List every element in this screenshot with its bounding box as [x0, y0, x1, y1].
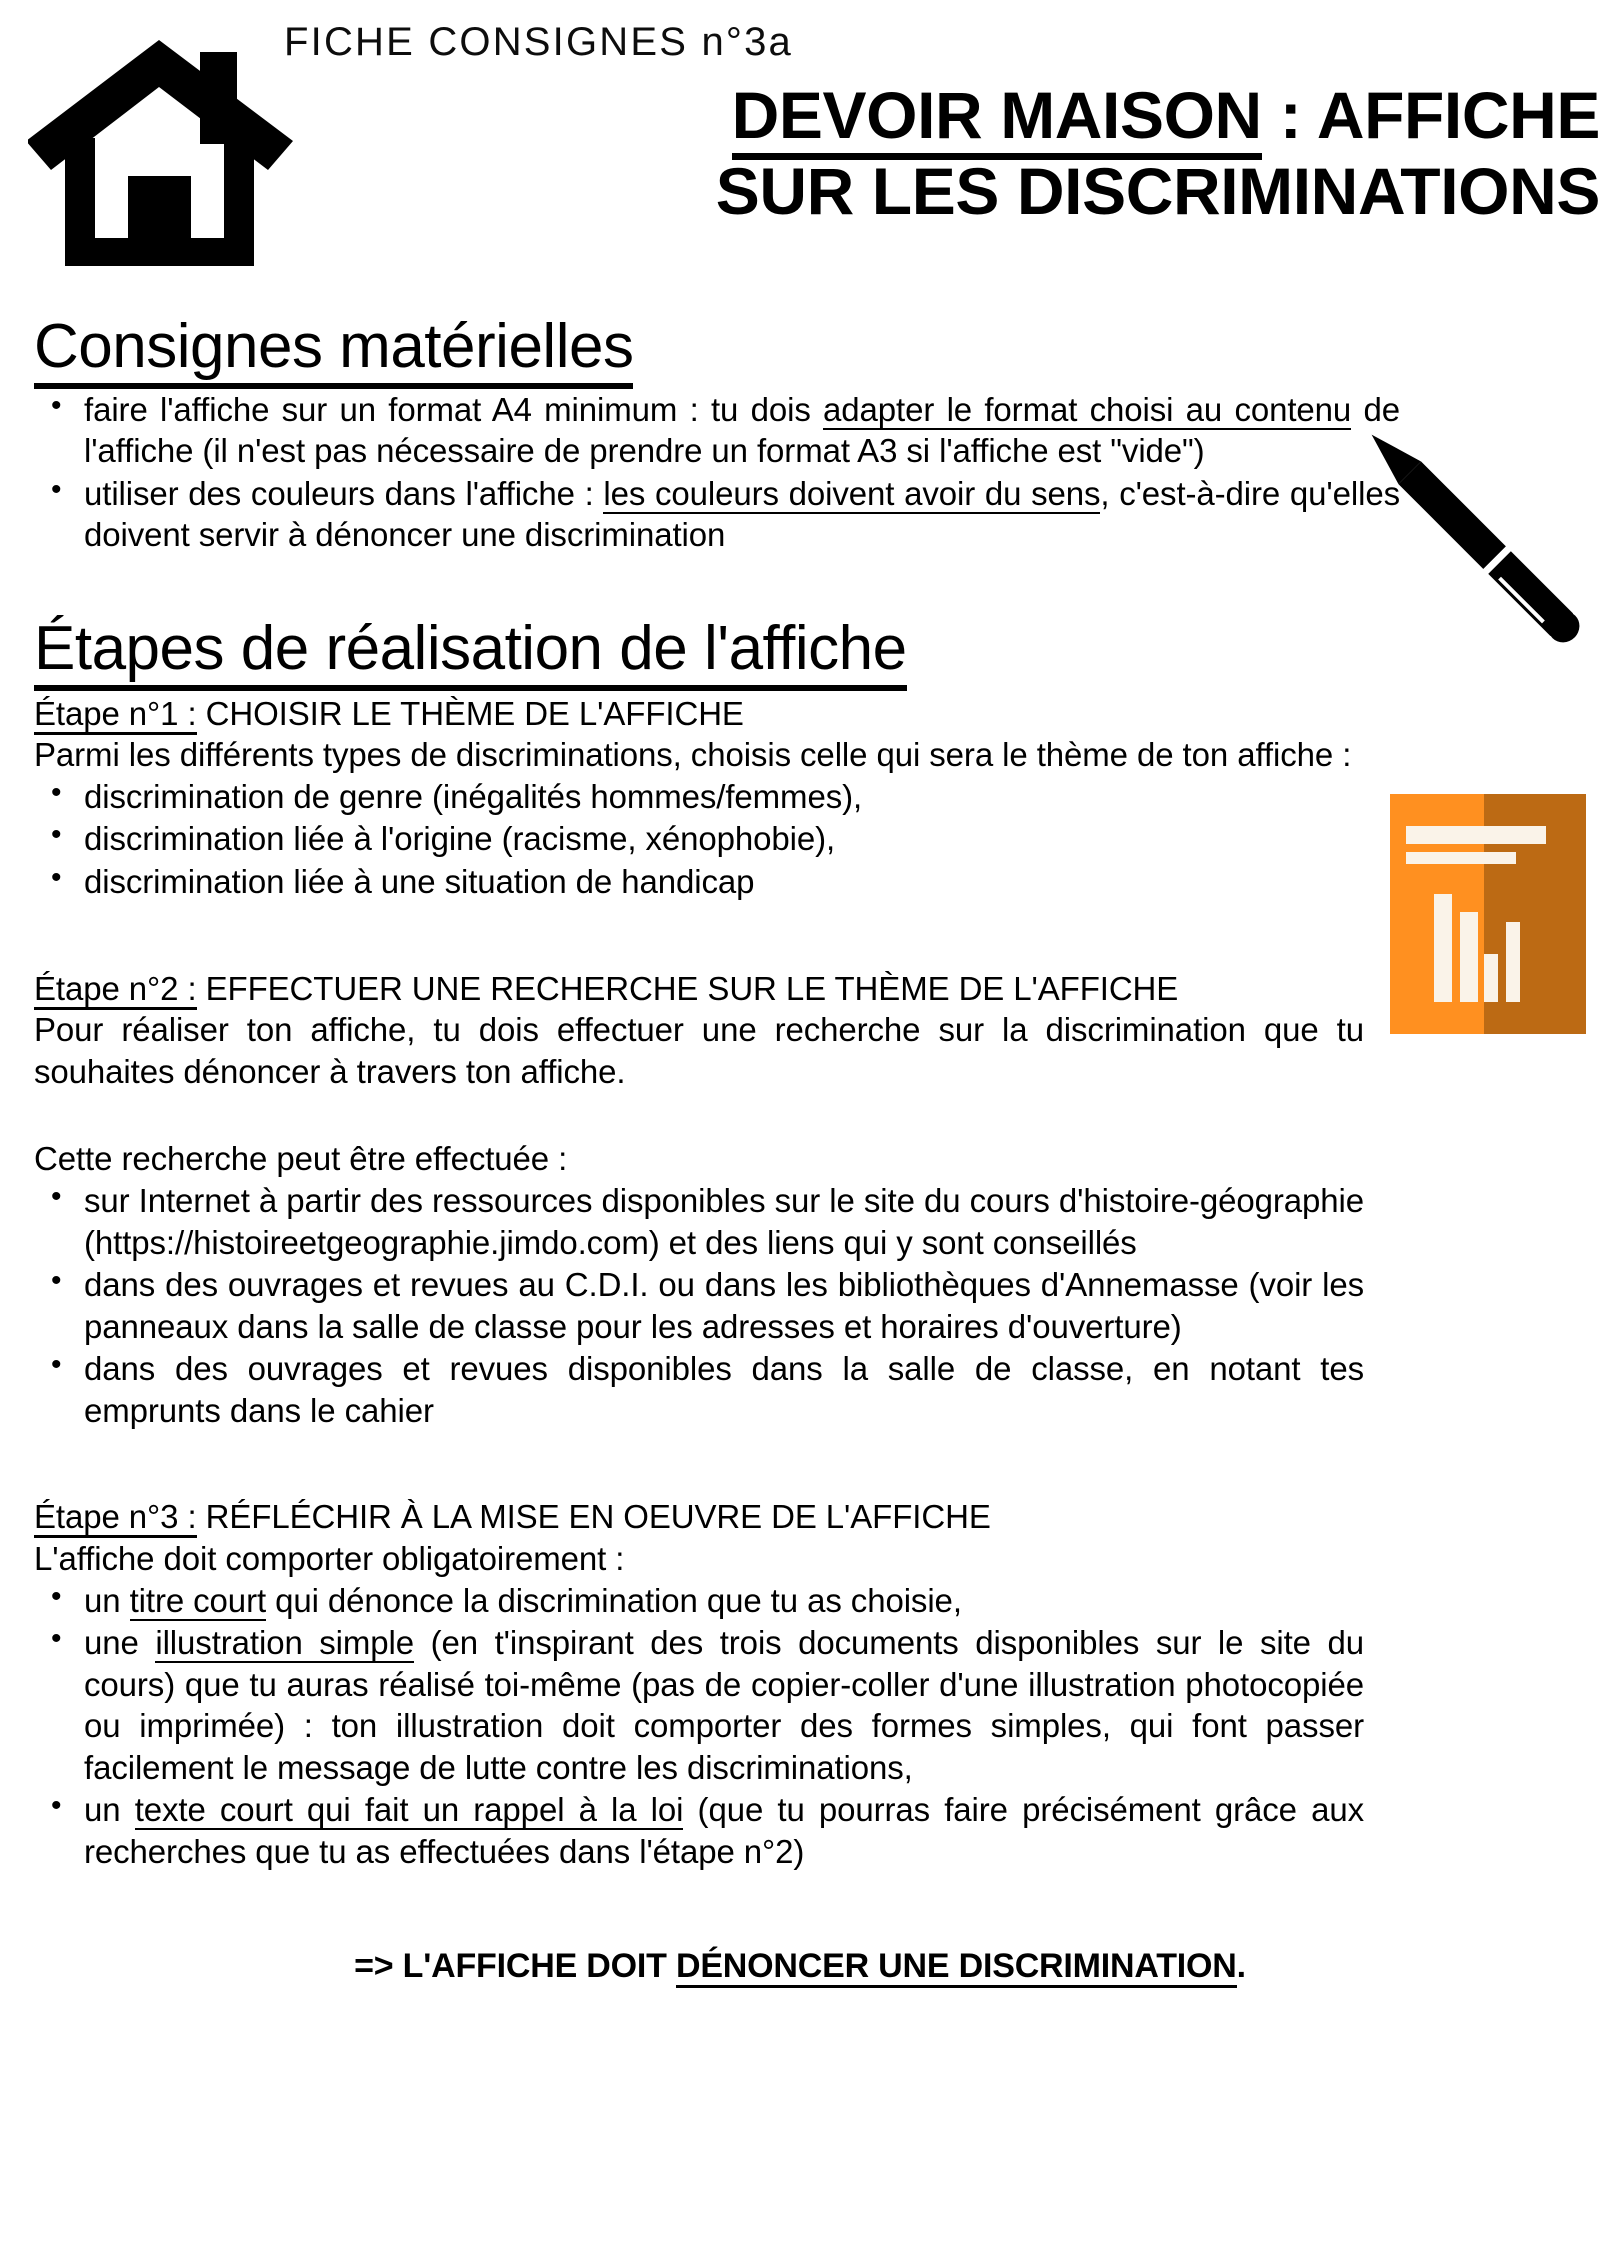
etape-3-heading [34, 1496, 1364, 1538]
etape-2-title: EFFECTUER UNE RECHERCHE SUR LE THÈME DE L'AFFICHE [196, 969, 1179, 1007]
page-title-underlined: DEVOIR MAISON [732, 78, 1262, 160]
spacer [34, 904, 1566, 966]
etape-3-bullet-list [34, 1580, 1364, 1873]
bullet-text-underlined: adapter le format choisi au contenu [823, 390, 1352, 428]
footer-underlined: DÉNONCER UNE DISCRIMINATION [676, 1947, 1237, 1988]
list-item: • discrimination liée à une situation de handicap [34, 861, 1364, 903]
etape-2-label: Étape n°2 : [34, 970, 197, 1010]
consignes-bullet-list [34, 389, 1400, 556]
list-item [34, 1789, 1364, 1872]
bullet-text-plain-2: de l'affiche (il n'est pas nécessaire de prendre un format A3 si l'affiche est "vide") [84, 390, 1400, 470]
etape-3-intro: L'affiche doit comporter obligatoirement : [34, 1540, 625, 1577]
etape-1-title: CHOISIR LE THÈME DE L'AFFICHE [196, 694, 744, 732]
bullet-text-plain-2: qui dénonce la discrimination que tu as choisie, [266, 1581, 962, 1619]
bar-chart-icon [1390, 794, 1586, 1034]
etape-1-label: Étape n°1 : [34, 695, 197, 735]
house-icon [28, 28, 303, 278]
bullet-text-plain: utiliser des couleurs dans l'affiche : [84, 474, 604, 512]
list-item: • dans des ouvrages et revues disponibles dans la salle de classe, en notant tes emprunts dans le cahier [34, 1348, 1364, 1431]
bullet-text-plain-2: , c'est-à-dire qu'elles doivent servir à dénoncer une discrimination [84, 474, 1400, 554]
bullet-text-plain: un [84, 1581, 130, 1619]
footer-suffix: . [1236, 1946, 1246, 1985]
etape-1-bullet-list [34, 776, 1364, 903]
footer-prefix: => L'AFFICHE DOIT [354, 1946, 676, 1985]
bullet-text-plain-2: (en t'inspirant des trois documents disponibles sur le site du cours) que tu auras réalisé toi-même (pas de copier-coller d'une illustration photocopiée ou imprimée) : ton illustration doit comporter des formes simples, qui font passer facilement le message de lutte contre les discriminations, [84, 1624, 1365, 1786]
document-kicker: FICHE CONSIGNES n°3a [284, 20, 793, 64]
etape-2-intro: Pour réaliser ton affiche, tu dois effectuer une recherche sur la discrimination que tu souhaites dénoncer à travers ton affiche. [34, 1011, 1364, 1090]
bullet-text-plain: un [84, 1791, 135, 1829]
document-header [34, 0, 1600, 300]
section-etapes-realisation [34, 616, 1566, 1986]
list-item: • discrimination de genre (inégalités hommes/femmes), [34, 776, 1364, 818]
etape-1-intro: Parmi les différents types de discriminations, choisis celle qui sera le thème de ton affiche : [34, 736, 1352, 774]
bullet-text-underlined: texte court qui fait un rappel à la loi [134, 1791, 684, 1829]
etape-3-title: RÉFLÉCHIR À LA MISE EN OEUVRE DE L'AFFICHE [196, 1498, 991, 1536]
page-title [330, 78, 1600, 228]
page-title-line2: SUR LES DISCRIMINATIONS [715, 153, 1600, 228]
page-title-rest: : AFFICHE [1261, 78, 1600, 152]
list-item [34, 389, 1400, 472]
etape-1-heading [34, 693, 1364, 735]
etape-3-label: Étape n°3 : [34, 1498, 197, 1538]
etape-2-bullet-list [34, 1180, 1364, 1431]
etape-3 [34, 1496, 1364, 1872]
etape-2 [34, 968, 1364, 1432]
bullet-text-underlined: les couleurs doivent avoir du sens [603, 474, 1101, 512]
section-consignes-materielles [34, 314, 1566, 556]
list-item: • sur Internet à partir des ressources disponibles sur le site du cours d'histoire-géographie (https://histoireetgeographie.jimdo.com) et des liens qui y sont conseillés [34, 1180, 1364, 1263]
etape-1 [34, 693, 1364, 903]
etape-2-heading [34, 968, 1364, 1010]
section-heading-consignes: Consignes matérielles [34, 314, 633, 389]
etape-2-subintro: Cette recherche peut être effectuée : [34, 1140, 568, 1178]
bullet-text-plain: faire l'affiche sur un format A4 minimum : tu dois [84, 390, 824, 428]
spacer [34, 1092, 1364, 1138]
bullet-text-underlined: titre court [129, 1581, 267, 1619]
list-item [34, 473, 1400, 556]
bullet-text-plain-2: (que tu pourras faire précisément grâce aux recherches que tu as effectuées dans l'étape n°2) [84, 1791, 1365, 1871]
bullet-text-underlined: illustration simple [155, 1624, 415, 1662]
list-item [34, 1622, 1364, 1788]
bullet-text-plain: une [84, 1624, 156, 1662]
spacer [34, 1432, 1566, 1494]
footer-conclusion [34, 1947, 1566, 1986]
list-item [34, 1580, 1364, 1622]
section-heading-etapes: Étapes de réalisation de l'affiche [34, 616, 907, 691]
list-item: • dans des ouvrages et revues au C.D.I. ou dans les bibliothèques d'Annemasse (voir les panneaux dans la salle de classe pour les adresses et horaires d'ouverture) [34, 1264, 1364, 1347]
list-item: • discrimination liée à l'origine (racisme, xénophobie), [34, 818, 1364, 860]
